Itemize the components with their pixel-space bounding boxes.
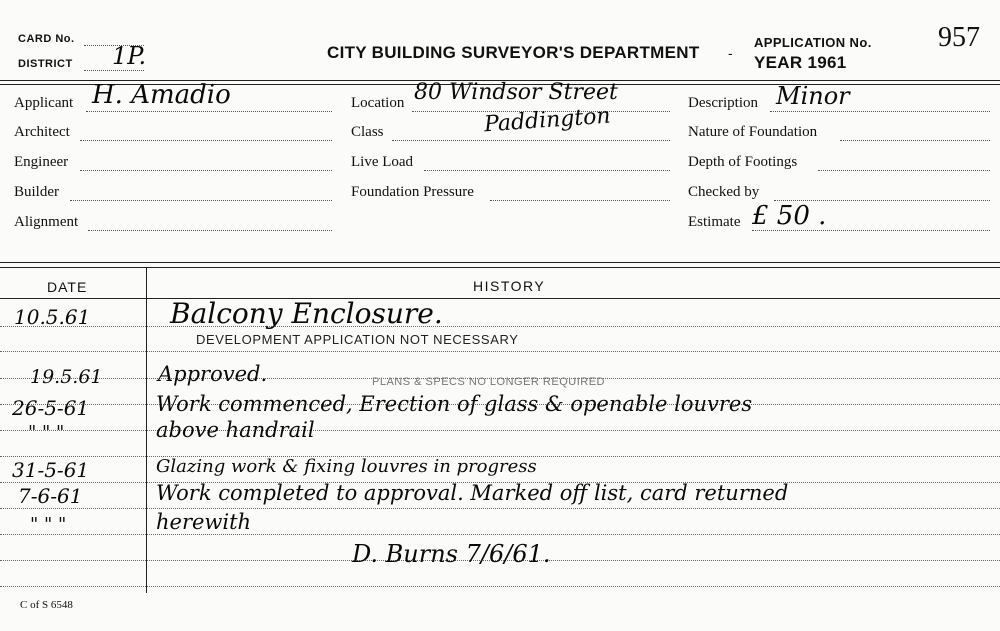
location-label: Location xyxy=(351,95,405,111)
history-date: " " " xyxy=(30,514,67,535)
live-load-label: Live Load xyxy=(351,154,414,170)
foundation-pressure-line xyxy=(490,200,670,201)
history-date: 31-5-61 xyxy=(12,458,90,482)
alignment-line xyxy=(88,230,332,231)
location-value-street: 80 Windsor Street xyxy=(414,80,618,105)
builder-label: Builder xyxy=(14,184,59,200)
row-rule xyxy=(0,508,1000,509)
description-label: Description xyxy=(688,95,758,111)
history-date: " " " xyxy=(28,422,65,443)
application-number: 957 xyxy=(938,22,980,53)
location-value-suburb: Paddington xyxy=(483,103,612,138)
applicant-line xyxy=(86,111,332,112)
depth-of-footings-label: Depth of Footings xyxy=(688,154,798,170)
department-title: CITY BUILDING SURVEYOR'S DEPARTMENT xyxy=(327,43,700,62)
applicant-value: H. Amadio xyxy=(92,80,231,110)
description-value: Minor xyxy=(776,82,850,110)
engineer-line xyxy=(80,170,332,171)
row-rule xyxy=(0,534,1000,535)
depth-line xyxy=(818,170,990,171)
date-column-header: DATE xyxy=(47,279,88,295)
history-entry: herewith xyxy=(156,510,252,534)
history-column-header: HISTORY xyxy=(473,278,546,294)
card-no-label: CARD No. xyxy=(18,33,75,45)
form-number: C of S 6548 xyxy=(20,599,73,611)
description-line xyxy=(770,111,990,112)
district-line xyxy=(84,70,144,71)
dash-separator: - xyxy=(728,45,733,61)
architect-line xyxy=(80,140,332,141)
history-top-rule-2 xyxy=(0,267,1000,268)
engineer-label: Engineer xyxy=(14,154,69,170)
district-label: DISTRICT xyxy=(18,58,73,70)
history-entry: Balcony Enclosure. xyxy=(170,297,443,330)
district-value: 1P. xyxy=(112,42,147,70)
history-date: 26-5-61 xyxy=(12,396,90,420)
class-label: Class xyxy=(351,124,384,140)
history-entry: above handrail xyxy=(156,418,315,442)
row-rule xyxy=(0,586,1000,587)
year-label: YEAR 1961 xyxy=(754,53,847,72)
row-rule xyxy=(0,430,1000,431)
class-line xyxy=(392,140,670,141)
history-entry: Glazing work & fixing louvres in progress xyxy=(156,456,537,477)
row-rule xyxy=(0,326,1000,327)
architect-label: Architect xyxy=(14,124,70,140)
checked-by-label: Checked by xyxy=(688,184,760,200)
history-entry: Work completed to approval. Marked off list, card returned xyxy=(156,481,789,505)
surveyor-signature: D. Burns 7/6/61. xyxy=(352,540,551,568)
history-date: 7-6-61 xyxy=(18,484,83,508)
history-entry: Work commenced, Erection of glass & openable louvres xyxy=(156,392,753,416)
application-label: APPLICATION No. xyxy=(754,35,872,50)
foundation-pressure-label: Foundation Pressure xyxy=(351,184,474,200)
history-date: 19.5.61 xyxy=(30,366,103,388)
builder-line xyxy=(70,200,332,201)
history-top-rule xyxy=(0,262,1000,263)
history-date: 10.5.61 xyxy=(14,305,91,329)
history-header-rule xyxy=(0,298,1000,299)
plans-specs-stamp: PLANS & SPECS NO LONGER REQUIRED xyxy=(372,376,605,388)
estimate-value: £ 50 . xyxy=(752,201,827,231)
alignment-label: Alignment xyxy=(14,214,79,230)
live-load-line xyxy=(424,170,670,171)
estimate-label: Estimate xyxy=(688,214,741,230)
development-application-stamp: DEVELOPMENT APPLICATION NOT NECESSARY xyxy=(196,332,519,347)
row-rule xyxy=(0,351,1000,352)
nature-line xyxy=(840,140,990,141)
history-entry: Approved. xyxy=(158,362,268,386)
applicant-label: Applicant xyxy=(14,95,74,111)
nature-of-foundation-label: Nature of Foundation xyxy=(688,124,818,140)
